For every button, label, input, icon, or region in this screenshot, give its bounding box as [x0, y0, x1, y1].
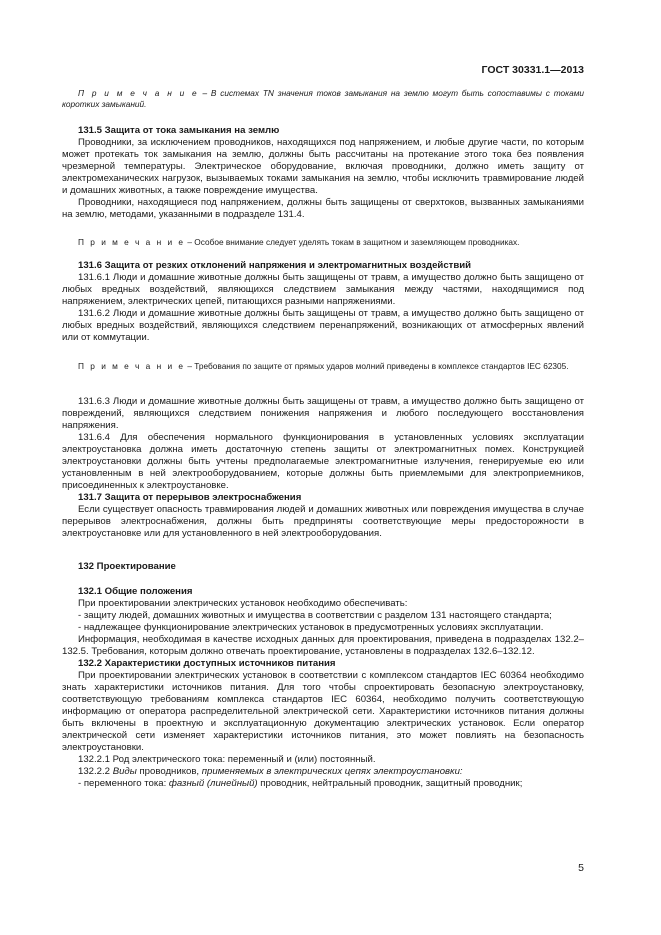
section-132-1 — [62, 586, 584, 790]
italic-text: применяемых в электрических цепях электроустановки: — [201, 766, 463, 777]
section-heading: 131.7 Защита от перерывов электроснабжения — [78, 492, 302, 503]
text: - переменного тока: — [78, 778, 169, 789]
section-heading: 131.5 Защита от тока замыкания на землю — [78, 125, 280, 136]
paragraph: При проектировании электрических установок в соответствии с комплексом стандартов IEC 60364 необходимо знать характеристики источников питания. Для того чтобы спроектировать безопасную электроустановку, соответствующую требованиям комплекса стандартов IEC 60364, необходимо получить соответствующую информацию от оператора распределительной электрической сети. Характеристики источников питания должны быть включены в проектную и эксплуатационную документацию электрических установок. Если оператор электрической сети изменяет характеристики источников питания, это может повлиять на безопасность электроустановки. — [62, 670, 584, 753]
list-item: - защиту людей, домашних животных и имущества в соответствии с разделом 131 настоящего стандарта; — [78, 610, 552, 621]
note-block — [62, 361, 584, 372]
page-number: 5 — [578, 862, 584, 874]
section-131-6 — [62, 260, 584, 344]
note-label: П р и м е ч а н и е — [78, 237, 186, 247]
note-text: – Особое внимание следует уделять токам в защитном и заземляющем проводниках. — [185, 237, 520, 247]
note-text: – В системах TN значения токов замыкания на землю могут быть сопоставимы с токами коротких замыканий. — [62, 88, 584, 109]
text: проводников, — [136, 766, 202, 777]
note-block — [62, 88, 584, 110]
paragraph: Если существует опасность травмирования людей и домашних животных или повреждения имущества в случае перерывов электроснабжения, должны быть предприняты соответствующие меры предосторожности в электроустановке или для установленного в ней электрооборудования. — [62, 504, 584, 539]
section-131-5 — [62, 125, 584, 221]
paragraph: 131.6.3 Люди и домашние животные должны быть защищены от травм, а имущество должно быть защищено от повреждений, являющихся следствием понижения напряжения и любого последующего восстановления напряжения. — [62, 396, 584, 431]
text: проводник, нейтральный проводник, защитный проводник; — [257, 778, 523, 789]
section-132 — [62, 561, 584, 573]
section-heading: 132.1 Общие положения — [78, 586, 193, 597]
paragraph: При проектировании электрических установок необходимо обеспечивать: — [78, 598, 408, 609]
section-heading: 131.6 Защита от резких отклонений напряжения и электромагнитных воздействий — [78, 260, 472, 271]
paragraph: 132.2.1 Род электрического тока: переменный и (или) постоянный. — [78, 754, 376, 765]
paragraph: 131.6.1 Люди и домашние животные должны быть защищены от травм, а имущество должно быть защищено от любых вредных воздействий, являющихся следствием замыкания между частями, находящимися под напряжением, электрических цепей, питающихся разными напряжениями. — [62, 272, 584, 307]
paragraph: Проводники, находящиеся под напряжением, должны быть защищены от сверхтоков, вызванных замыканиями на землю, методами, указанными в подразделе 131.4. — [62, 197, 584, 220]
paragraph: Проводники, за исключением проводников, находящихся под напряжением, и любые другие части, по которым может протекать ток замыкания на землю, должны быть рассчитаны на протекание этого тока без появления чрезмерной температуры. Электрическое оборудование, включая проводники, должно иметь защиту от электромеханических нагрузок, вызываемых токами замыкания на землю, чтобы исключить травмирование людей и домашних животных, а также повреждение имущества. — [62, 137, 584, 196]
note-text: – Требования по защите от прямых ударов молний приведены в комплексе стандартов IEC 62305. — [185, 361, 569, 371]
section-heading: 132.2 Характеристики доступных источников питания — [78, 658, 336, 669]
document-id: ГОСТ 30331.1—2013 — [481, 64, 584, 76]
paragraph — [62, 766, 584, 778]
list-item — [62, 778, 584, 790]
section-131-6-cont — [62, 396, 584, 540]
paragraph: Информация, необходимая в качестве исходных данных для проектирования, приведена в подразделах 132.2–132.5. Требования, которым должно отвечать проектирование, установлены в подразделах 132.6–132.12. — [62, 634, 584, 657]
paragraph: 131.6.4 Для обеспечения нормального функционирования в установленных условиях эксплуатации электроустановка должна иметь достаточную степень защиты от электромагнитных помех. Конструкцией электроустановки должны быть учтены предполагаемые электромагнитные излучения, генерируемые ею или установленным в ней электрооборудованием, которые должны быть приемлемыми для электроприемников, присоединенных к электроустановке. — [62, 432, 584, 491]
italic-text: фазный (линейный) — [168, 778, 258, 789]
list-item: - надлежащее функционирование электрических установок в предусмотренных условиях эксплуатации. — [78, 622, 544, 633]
italic-text: Виды — [112, 766, 137, 777]
clause-number: 132.2.2 — [78, 766, 113, 777]
paragraph: 131.6.2 Люди и домашние животные должны быть защищены от травм, а имущество должно быть защищено от любых вредных воздействий, являющихся следствием перенапряжений, возникающих от атмосферных явлений или от коммутации. — [62, 308, 584, 343]
note-label: П р и м е ч а н и е — [78, 361, 186, 371]
note-label: П р и м е ч а н и е — [78, 88, 199, 98]
section-heading: 132 Проектирование — [78, 561, 176, 572]
note-block — [62, 237, 584, 248]
